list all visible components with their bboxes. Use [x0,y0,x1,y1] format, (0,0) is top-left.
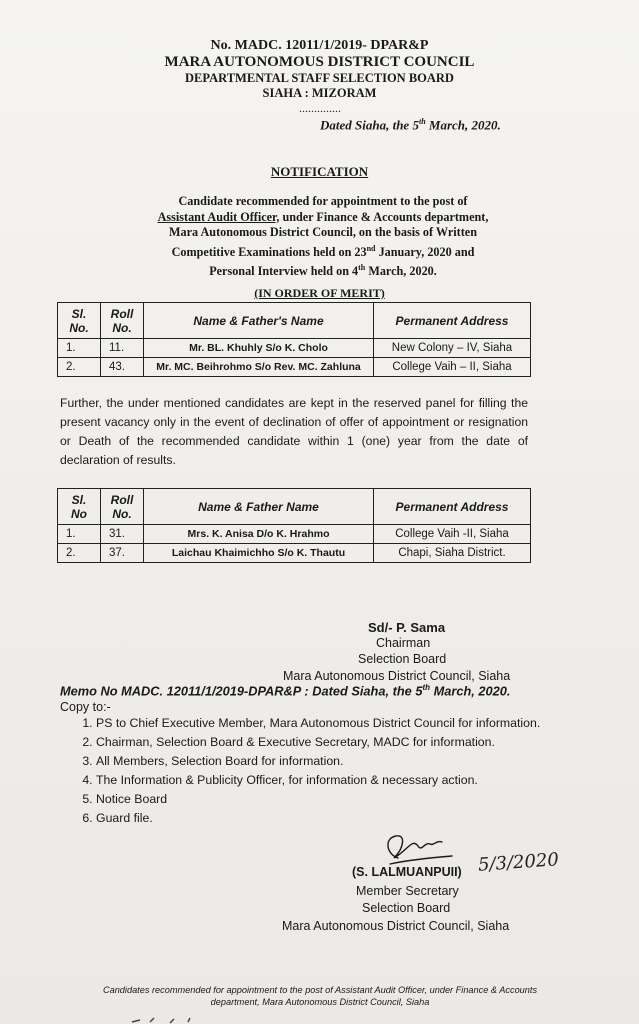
member-secretary-board: Selection Board [362,901,451,915]
header-separator: .............. [299,101,341,115]
chairman-board: Selection Board [358,652,447,666]
copy-list [68,714,566,828]
header-roll: Roll No. [101,489,144,525]
list-item: 5. Notice Board [96,790,566,809]
table-row [58,544,531,563]
memo-line: Memo No MADC. 12011/1/2019-DPAR&P : Dated Siaha, the 5th March, 2020. [60,683,511,699]
header-address: Permanent Address [374,303,531,339]
row-roll: 11. [101,339,144,358]
row-address: New Colony – IV, Siaha [374,339,531,358]
row-name: Mr. MC. Beihrohmo S/o Rev. MC. Zahluna [144,358,374,377]
table-row [58,525,531,544]
reserved-panel-table [57,488,531,563]
board-name: DEPARTMENTAL STAFF SELECTION BOARD [185,71,454,85]
row-name: Mr. BL. Khuhly S/o K. Cholo [144,339,374,358]
document-date: Dated Siaha, the 5th March, 2020. [320,117,501,133]
place-name: SIAHA : MIZORAM [262,86,377,100]
row-name: Laichau Khaimichho S/o K. Thautu [144,544,374,563]
chairman-signature: Sd/- P. Sama [368,620,446,635]
header-sl: Sl. No [58,489,101,525]
recommended-candidates-table [57,302,531,377]
list-item: 4. The Information & Publicity Officer, for information & necessary action. [96,771,566,790]
notification-intro: Candidate recommended for appointment to the post of Assistant Audit Officer, under Finance & Accounts department, Mara Autonomous District Council, on the basis of Written Competitive Examinations held on 23nd January, 2020 and Personal Interview held on 4th March, 2020. [157,194,489,279]
notification-title: NOTIFICATION [270,164,369,179]
row-sl: 2. [58,358,101,377]
row-address: Chapi, Siaha District. [374,544,531,563]
row-address: College Vaih -II, Siaha [374,525,531,544]
row-address: College Vaih – II, Siaha [374,358,531,377]
row-sl: 1. [58,525,101,544]
member-secretary-role: Member Secretary [356,884,459,898]
table-row [58,339,531,358]
header-sl: Sl. No. [58,303,101,339]
reserved-panel-paragraph: Further, the under mentioned candidates are kept in the reserved panel for filling the present vacancy only in the event of declination of offer of appointment or resignation or Death of the recommended candidate within 1 (one) year from the date of declaration of results. [60,396,528,467]
list-item: 2. Chairman, Selection Board & Executive Secretary, MADC for information. [96,733,566,752]
council-name: MARA AUTONOMOUS DISTRICT COUNCIL [164,54,475,70]
row-roll: 43. [101,358,144,377]
table-row [58,358,531,377]
footer-note: Candidates recommended for appointment to the post of Assistant Audit Officer, under Finance & Accounts department, Mara Autonomous District Council, Siaha [102,985,538,1007]
row-roll: 31. [101,525,144,544]
member-secretary-org: Mara Autonomous District Council, Siaha [282,919,510,933]
row-sl: 2. [58,544,101,563]
header-name: Name & Father's Name [144,303,374,339]
member-secretary-name: (S. LALMUANPUII) [352,865,462,879]
list-item: 3. All Members, Selection Board for information. [96,752,566,771]
reference-number: No. MADC. 12011/1/2019- DPAR&P [210,38,429,53]
page-edge-marks [130,1016,210,1024]
chairman-org: Mara Autonomous District Council, Siaha [283,669,511,683]
copy-to-label: Copy to:- [60,700,111,714]
header-address: Permanent Address [374,489,531,525]
list-item: 6. Guard file. [96,809,566,828]
header-roll: Roll No. [101,303,144,339]
handwritten-date: 5/3/2020 [477,849,560,876]
row-roll: 37. [101,544,144,563]
list-item: 1. PS to Chief Executive Member, Mara Autonomous District Council for information. [96,714,566,733]
row-sl: 1. [58,339,101,358]
header-name: Name & Father Name [144,489,374,525]
row-name: Mrs. K. Anisa D/o K. Hrahmo [144,525,374,544]
merit-label: (IN ORDER OF MERIT) [254,286,385,300]
chairman-role: Chairman [376,636,431,650]
